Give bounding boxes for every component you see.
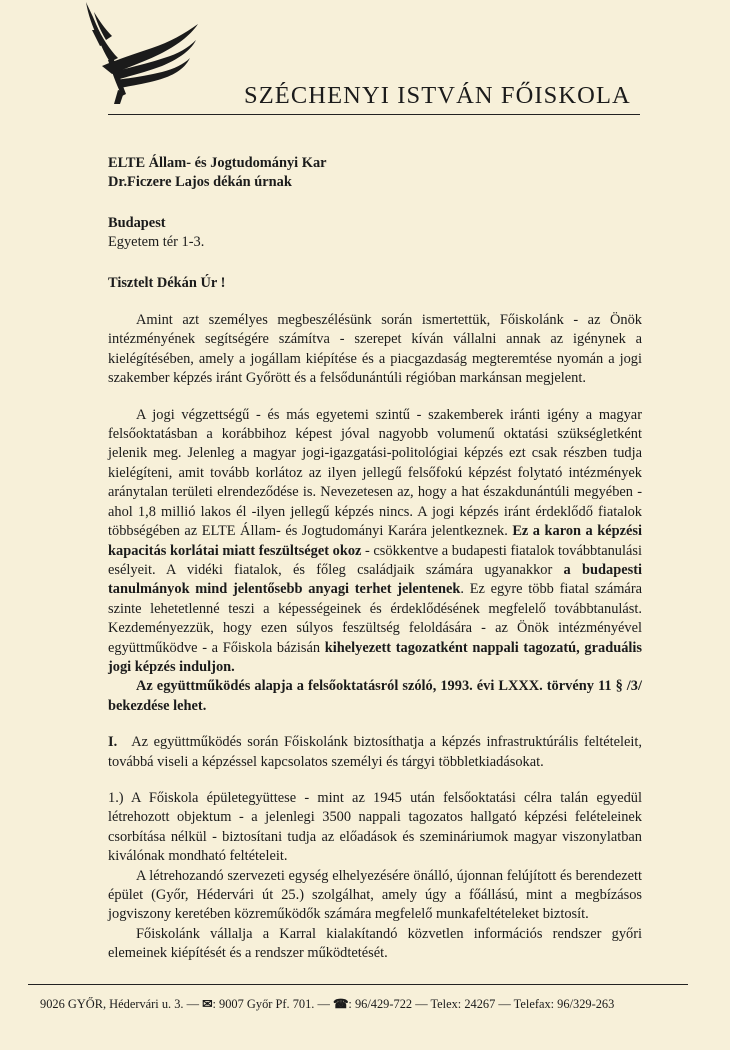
paragraph-2-text-c: - csökkentve a budapesti fiatalok továbbtanulási esélyeit. A vidéki fiatalok, és főleg családjaik számára ugyanakkor: [108, 542, 642, 578]
paragraph-2-text-a: A jogi végzettségű - és más egyetemi szintű - szakemberek iránti igény a magyar felsőoktatásban a korábbihoz képest jóval nagyobb volumenű oktatási szükségletként jelenik meg. Jelenleg a magyar jogi-igazgatási-politológiai képzés ezt csak részben tudja kielégíteni, amit tovább korlátoz az ilyen jellegű felsőfokú képzést folytató intézmények aránytalan területi elrendeződése is. Nevezetesen az, hogy a hat északdunántúli megyében - ahol 1,8 millió lakos él -ilyen jellegű képzés nincs. A jogi képzés iránt érdeklődő fiatalok többségében az ELTE Állam- és Jogtudományi Karára jelentkeznek.: [108, 406, 642, 540]
paragraph-2-bold-f: kihelyezett tagozatként nappali tagozatú, graduális jogi képzés induljon.: [108, 639, 642, 675]
envelope-icon: ✉: [202, 997, 213, 1011]
paragraph-4: A létrehozandó szervezeti egység elhelyezésére önálló, újonnan felújított és berendezett épület (Győr, Hédervári út 25.) szolgálhat, amely úgy a főállású, mint a megbízásos jogviszony keretében közreműködők számára megfelelő munkafeltételeket biztosít.: [108, 867, 642, 923]
letter-body: [108, 154, 642, 964]
section-1: [108, 733, 642, 772]
section-text: Az együttműködés során Főiskolánk biztosíthatja a képzés infrastruktúrális feltételeit, továbbá viseli a képzéssel kapcsolatos személyi és tárgyi többletkiadásokat.: [108, 734, 642, 770]
letterhead-rule: [108, 114, 640, 115]
paragraph-3: 1.) A Főiskola épületegyüttese - mint az 1945 után felsőoktatási célra talán egyedül létrehozott objektum - a jelenlegi 3500 nappali tagozatos hallgató képzési felételeinek csorbítása nélkül - biztosítani tudja az előadások és szemináriumok magyar viszonylatban kiválónak mondható feltételeit.: [108, 789, 642, 865]
recipient-line-1: ELTE Állam- és Jogtudományi Kar: [108, 155, 327, 171]
recipient-line-2: Dr.Ficzere Lajos dékán úrnak: [108, 174, 292, 191]
institution-name: SZÉCHENYI ISTVÁN FŐISKOLA: [244, 82, 631, 109]
legal-basis: Az együttműködés alapja a felsőoktatásról szóló, 1993. évi LXXX. törvény 11 § /3/ bekezdése lehet.: [108, 678, 642, 714]
paragraph-2-text-e: . Ez egyre több fiatal számára szinte lehetetlenné teszi a képességeinek és érdeklődésének megfelelő továbbtanulást. Kezdeményezzük, hogy ezen súlyos feszültség feloldására - az Önök intézményével együttműködve - a Főiskola bázisán: [108, 581, 642, 656]
salutation: Tisztelt Dékán Úr !: [108, 274, 226, 291]
footer: [40, 996, 690, 1012]
recipient-street: Egyetem tér 1-3.: [108, 234, 205, 251]
paragraph-1: Amint azt személyes megbeszélésünk során ismertettük, Főiskolánk - az Önök intézményének segítségére számítva - szerepet kíván vállalni annak az igénynek a kielégítésében, amely a jogállam kiépítése és a piacgazdaság megteremtése nyomán a jogi szakember képzés iránt Győrött és a felsődunántúli régióban markánsan megjelent.: [108, 312, 642, 387]
footer-phone: : 96/429-722 — Telex: 24267 — Telefax: 96/329-263: [348, 997, 615, 1011]
recipient-address: [108, 214, 642, 253]
section-number: I.: [108, 734, 118, 751]
telephone-icon: ☎: [332, 997, 349, 1011]
footer-mail: : 9007 Győr Pf. 701. —: [212, 997, 330, 1011]
paragraph-2-bold-d: a budapesti tanulmányok mind jelentősebb anyagi terhet jelentenek: [108, 561, 642, 598]
footer-rule: [28, 984, 688, 985]
paragraph-5: Főiskolánk vállalja a Karral kialakítandó közvetlen információs rendszer győri elemeinek kiépítését és a rendszer működtetését.: [108, 925, 642, 962]
recipient-city: Budapest: [108, 214, 166, 231]
eagle-wing-logo-icon: [72, 0, 202, 105]
paragraph-2: [108, 406, 642, 678]
footer-address: 9026 GYŐR, Hédervári u. 3. —: [40, 997, 199, 1011]
paragraph-2-bold-b: Ez a karon a képzési kapacitás korlátai miatt feszültséget okoz: [108, 523, 642, 559]
recipient-block: [108, 154, 642, 193]
